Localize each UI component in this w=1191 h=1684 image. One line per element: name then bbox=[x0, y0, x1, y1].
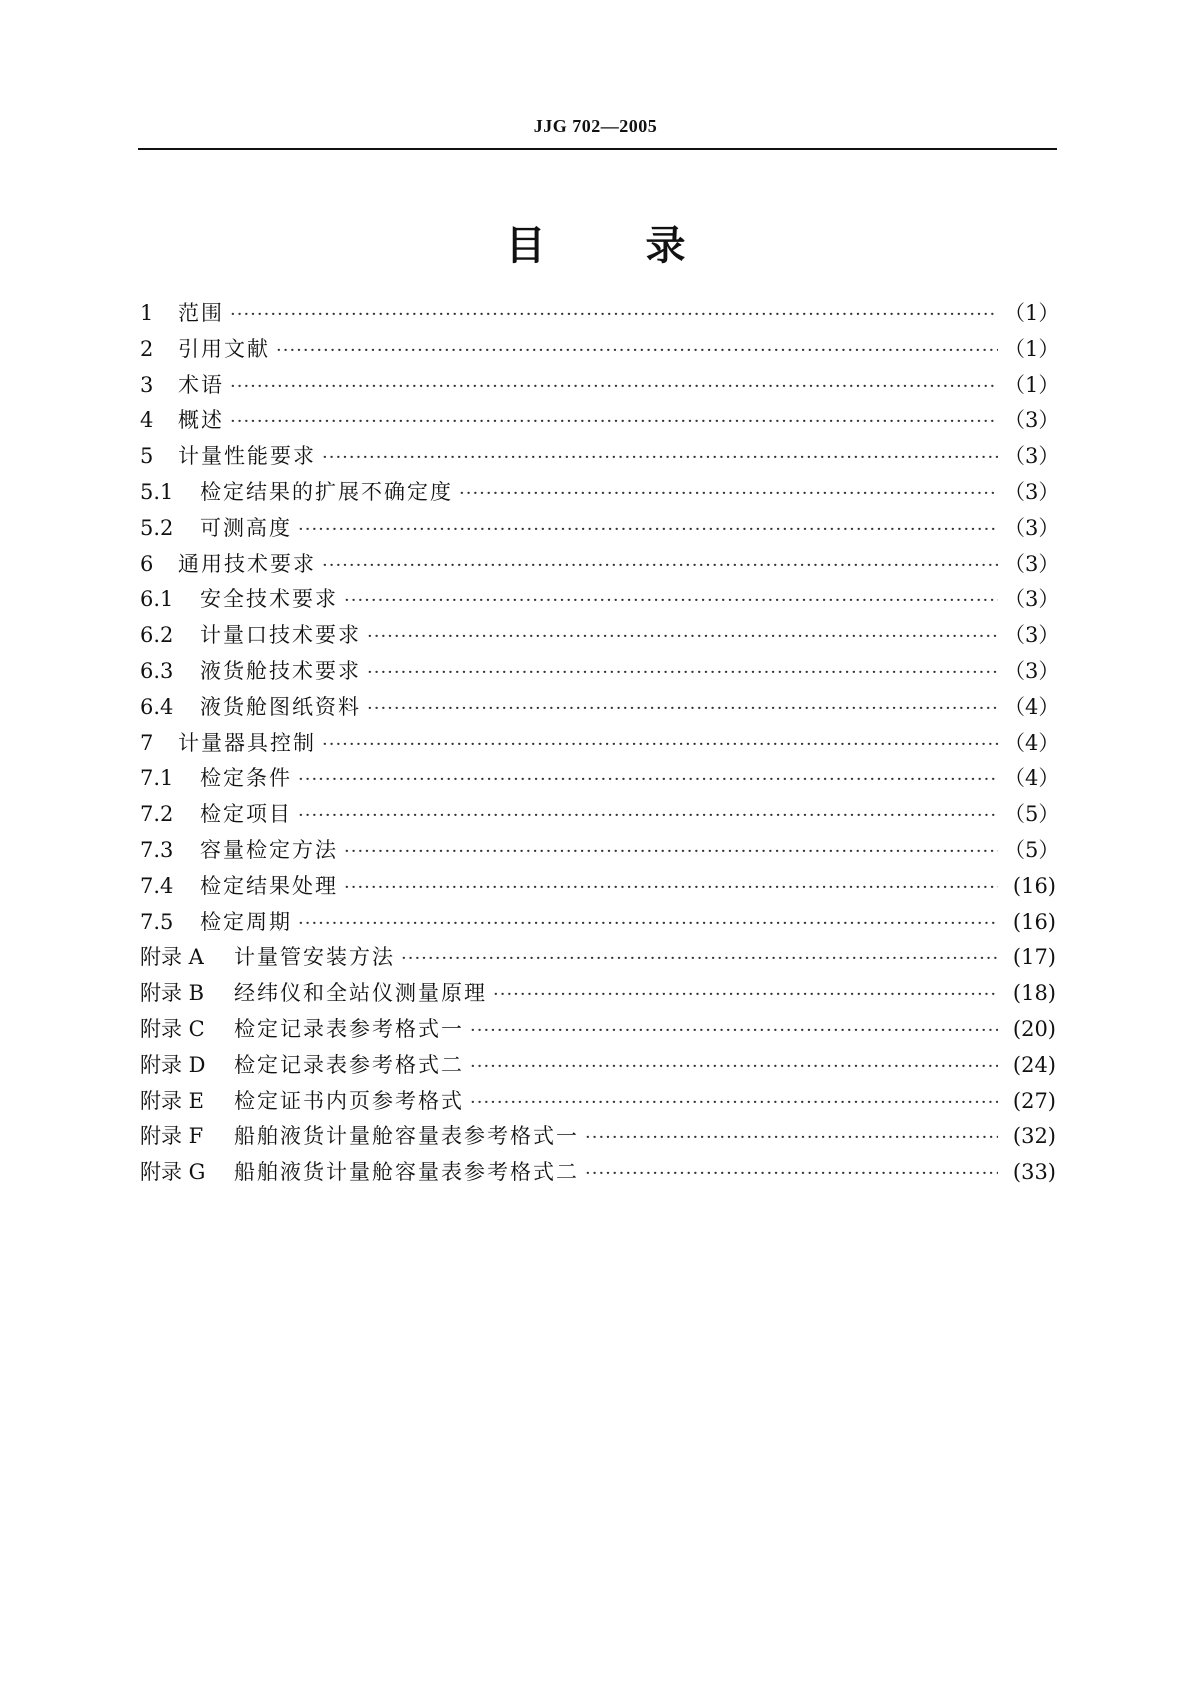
toc-page: （3） bbox=[1004, 479, 1060, 504]
toc-leader bbox=[585, 1163, 998, 1184]
toc-page: （4） bbox=[1004, 694, 1060, 719]
toc-number: 附录 G bbox=[140, 1160, 206, 1185]
toc-entry[interactable] bbox=[140, 906, 1056, 942]
toc-number: 附录 B bbox=[140, 981, 205, 1006]
toc-label: 检定结果的扩展不确定度 bbox=[200, 479, 453, 504]
toc-leader bbox=[298, 913, 998, 934]
toc-leader bbox=[344, 877, 998, 898]
toc-entry[interactable] bbox=[140, 369, 1060, 405]
toc-page: （3） bbox=[1004, 408, 1060, 433]
toc-entry[interactable] bbox=[140, 941, 1056, 977]
toc-leader bbox=[230, 304, 998, 325]
toc-entry[interactable] bbox=[140, 727, 1060, 763]
toc-leader bbox=[367, 662, 998, 683]
toc-label: 船舶液货计量舱容量表参考格式二 bbox=[234, 1160, 579, 1185]
toc-number: 5.1 bbox=[140, 479, 174, 504]
toc-label: 液货舱图纸资料 bbox=[200, 694, 361, 719]
page-title bbox=[0, 214, 1191, 271]
toc-leader bbox=[344, 590, 998, 611]
toc-number: 4 bbox=[140, 408, 154, 433]
toc-leader bbox=[322, 555, 998, 576]
toc-number: 7.3 bbox=[140, 837, 174, 862]
toc-page: （5） bbox=[1004, 802, 1060, 827]
toc-number: 6.2 bbox=[140, 623, 174, 648]
toc-label: 计量管安装方法 bbox=[234, 945, 395, 970]
toc-number: 7.4 bbox=[140, 873, 174, 898]
toc-page: (24) bbox=[1012, 1052, 1056, 1077]
toc-label: 液货舱技术要求 bbox=[200, 658, 361, 683]
toc-page: (17) bbox=[1012, 945, 1056, 970]
toc-leader bbox=[367, 698, 998, 719]
toc-number: 5.2 bbox=[140, 515, 174, 540]
title-char: 目 bbox=[505, 223, 546, 269]
toc-number: 6.4 bbox=[140, 694, 174, 719]
toc-leader bbox=[367, 626, 998, 647]
toc-leader bbox=[585, 1127, 998, 1148]
header-code: JJG 702—2005 bbox=[533, 116, 658, 136]
toc-page: （1） bbox=[1004, 372, 1060, 397]
toc-entry[interactable] bbox=[140, 834, 1060, 870]
toc-entry[interactable] bbox=[140, 297, 1060, 333]
toc-leader bbox=[459, 483, 998, 504]
toc-page: (33) bbox=[1012, 1160, 1056, 1185]
toc-label: 通用技术要求 bbox=[178, 551, 316, 576]
toc-page: （1） bbox=[1004, 336, 1060, 361]
toc-entry[interactable] bbox=[140, 977, 1056, 1013]
toc-label: 检定记录表参考格式一 bbox=[234, 1016, 464, 1041]
toc-entry[interactable] bbox=[140, 548, 1060, 584]
toc-entry[interactable] bbox=[140, 1120, 1056, 1156]
toc-number: 7.1 bbox=[140, 766, 174, 791]
toc-label: 范围 bbox=[178, 301, 224, 325]
toc-entry[interactable] bbox=[140, 476, 1060, 512]
toc-label: 检定周期 bbox=[200, 909, 292, 934]
toc-label: 检定结果处理 bbox=[200, 873, 338, 898]
toc-number: 附录 C bbox=[140, 1016, 205, 1041]
toc-label: 计量性能要求 bbox=[178, 444, 316, 469]
toc-leader bbox=[401, 948, 998, 969]
toc-label: 经纬仪和全站仪测量原理 bbox=[234, 981, 487, 1006]
toc-page: (18) bbox=[1012, 981, 1056, 1006]
toc-label: 检定证书内页参考格式 bbox=[234, 1088, 464, 1113]
toc-entry[interactable] bbox=[140, 583, 1060, 619]
toc-number: 2 bbox=[140, 336, 154, 361]
toc-number: 6.1 bbox=[140, 587, 174, 612]
toc-leader bbox=[470, 1092, 998, 1113]
toc-number: 1 bbox=[140, 301, 154, 325]
toc-leader bbox=[344, 841, 998, 862]
toc-page: (32) bbox=[1012, 1124, 1056, 1149]
toc-number: 6 bbox=[140, 551, 154, 576]
toc-page: (20) bbox=[1012, 1016, 1056, 1041]
toc-label: 术语 bbox=[178, 372, 224, 397]
title-char: 录 bbox=[645, 223, 686, 269]
toc-leader bbox=[470, 1020, 998, 1041]
toc-entry[interactable] bbox=[140, 440, 1060, 476]
toc-label: 检定条件 bbox=[200, 766, 292, 791]
toc-number: 附录 E bbox=[140, 1088, 205, 1113]
toc-entry[interactable] bbox=[140, 1085, 1056, 1121]
toc-page: (16) bbox=[1012, 909, 1056, 934]
toc-entry[interactable] bbox=[140, 655, 1060, 691]
toc-number: 7.5 bbox=[140, 909, 174, 934]
toc-leader bbox=[276, 340, 998, 361]
toc-page: (27) bbox=[1012, 1088, 1056, 1113]
toc-page: （3） bbox=[1004, 515, 1060, 540]
toc-page: （3） bbox=[1004, 444, 1060, 469]
toc-number: 3 bbox=[140, 372, 154, 397]
toc-page: （4） bbox=[1004, 766, 1060, 791]
toc-label: 检定项目 bbox=[200, 802, 292, 827]
toc-leader bbox=[298, 805, 998, 826]
toc-page: （3） bbox=[1004, 658, 1060, 683]
toc-page: （3） bbox=[1004, 623, 1060, 648]
toc-entry[interactable] bbox=[140, 691, 1060, 727]
toc-page: （3） bbox=[1004, 551, 1060, 576]
toc-label: 船舶液货计量舱容量表参考格式一 bbox=[234, 1124, 579, 1149]
toc-number: 附录 A bbox=[140, 945, 204, 970]
toc-page: （4） bbox=[1004, 730, 1060, 755]
toc-number: 7 bbox=[140, 730, 154, 755]
toc-leader bbox=[322, 447, 998, 468]
toc-label: 安全技术要求 bbox=[200, 587, 338, 612]
toc-label: 概述 bbox=[178, 408, 224, 433]
toc-entry[interactable] bbox=[140, 798, 1060, 834]
toc-page: （5） bbox=[1004, 837, 1060, 862]
toc-entry[interactable] bbox=[140, 870, 1056, 906]
toc-leader bbox=[230, 411, 998, 432]
toc-leader bbox=[470, 1056, 998, 1077]
table-of-contents bbox=[140, 297, 1060, 1192]
toc-label: 容量检定方法 bbox=[200, 837, 338, 862]
toc-label: 计量口技术要求 bbox=[200, 623, 361, 648]
toc-leader bbox=[230, 376, 998, 397]
toc-leader bbox=[298, 519, 998, 540]
toc-entry[interactable] bbox=[140, 333, 1060, 369]
toc-page: （3） bbox=[1004, 587, 1060, 612]
toc-page: （1） bbox=[1004, 301, 1060, 325]
toc-entry[interactable] bbox=[140, 762, 1060, 798]
toc-leader bbox=[493, 984, 998, 1005]
toc-entry[interactable] bbox=[140, 619, 1060, 655]
toc-entry[interactable] bbox=[140, 1013, 1056, 1049]
toc-entry[interactable] bbox=[140, 404, 1060, 440]
toc-label: 检定记录表参考格式二 bbox=[234, 1052, 464, 1077]
toc-number: 附录 D bbox=[140, 1052, 206, 1077]
toc-number: 7.2 bbox=[140, 802, 174, 827]
toc-page: (16) bbox=[1012, 873, 1056, 898]
header-rule bbox=[138, 148, 1057, 150]
toc-label: 引用文献 bbox=[178, 336, 270, 361]
toc-leader bbox=[298, 769, 998, 790]
toc-leader bbox=[322, 734, 998, 755]
toc-number: 附录 F bbox=[140, 1124, 204, 1149]
toc-number: 5 bbox=[140, 444, 154, 469]
toc-entry[interactable] bbox=[140, 1049, 1056, 1085]
toc-entry[interactable] bbox=[140, 512, 1060, 548]
toc-label: 可测高度 bbox=[200, 515, 292, 540]
toc-number: 6.3 bbox=[140, 658, 174, 683]
toc-label: 计量器具控制 bbox=[178, 730, 316, 755]
toc-entry[interactable] bbox=[140, 1156, 1056, 1192]
